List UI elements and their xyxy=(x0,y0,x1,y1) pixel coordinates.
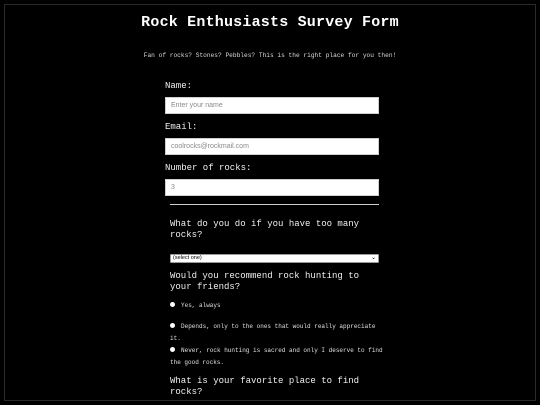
radio-dot-icon[interactable] xyxy=(170,323,175,328)
chevron-down-icon: ⌄ xyxy=(370,255,376,261)
too-many-question: What do you do if you have too many rocks? xyxy=(170,219,360,240)
radio-option-never[interactable] xyxy=(170,345,385,369)
rocks-number-input[interactable]: 3 xyxy=(165,179,379,196)
survey-form xyxy=(165,81,379,196)
radio-label: Yes, always xyxy=(181,302,221,309)
name-input[interactable]: Enter your name xyxy=(165,97,379,114)
radio-label: Depends, only to the ones that would really appreciate it. xyxy=(170,323,376,342)
rocks-label: Number of rocks: xyxy=(165,163,252,173)
radio-label: Never, rock hunting is sacred and only I deserve to find the good rocks. xyxy=(170,347,383,366)
email-label: Email: xyxy=(165,122,198,132)
page-description: Fan of rocks? Stones? Pebbles? This is the right place for you then! xyxy=(143,52,397,59)
email-input[interactable]: coolrocks@rockmail.com xyxy=(165,138,379,155)
survey-page xyxy=(4,4,536,401)
select-value: (select one) xyxy=(173,255,202,261)
name-label: Name: xyxy=(165,81,193,91)
favorite-place-question: What is your favorite place to find rocks? xyxy=(170,376,360,397)
radio-option-depends[interactable] xyxy=(170,321,385,345)
section-divider xyxy=(170,204,379,205)
radio-option-yes[interactable] xyxy=(170,300,385,312)
radio-dot-icon[interactable] xyxy=(170,302,175,307)
too-many-select[interactable] xyxy=(170,254,379,263)
radio-dot-icon[interactable] xyxy=(170,347,175,352)
recommend-question: Would you recommend rock hunting to your friends? xyxy=(170,271,360,292)
page-title: Rock Enthusiasts Survey Form xyxy=(141,14,399,31)
